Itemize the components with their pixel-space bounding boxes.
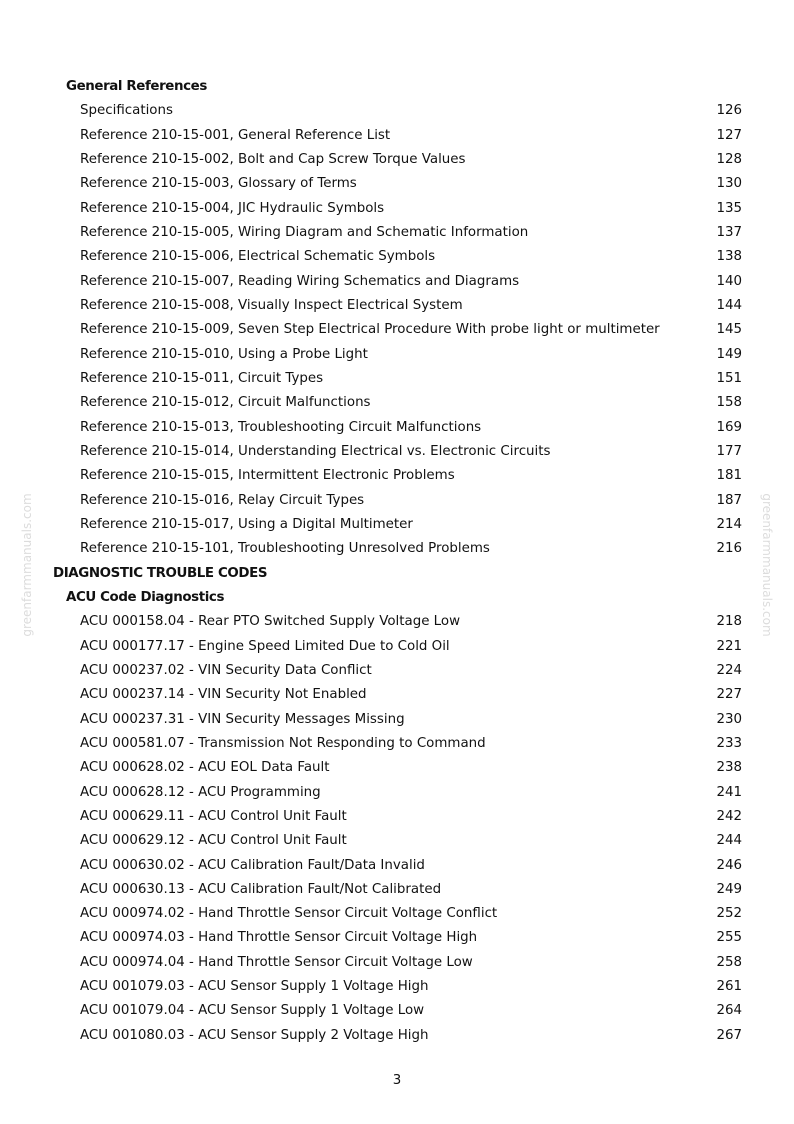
toc-entry-page: 233	[716, 735, 742, 751]
toc-entry-title: ACU Code Diagnostics	[66, 589, 225, 605]
toc-entry-title: DIAGNOSTIC TROUBLE CODES	[53, 565, 268, 581]
toc-entry[interactable]	[0, 367, 794, 391]
toc-entry[interactable]	[0, 951, 794, 975]
toc-entry[interactable]	[0, 270, 794, 294]
toc-entry-title: Reference 210-15-002, Bolt and Cap Screw Torque Values	[80, 151, 466, 167]
toc-heading	[0, 586, 794, 610]
toc-entry[interactable]	[0, 440, 794, 464]
toc-entry-title: Reference 210-15-101, Troubleshooting Unresolved Problems	[80, 541, 490, 557]
toc-entry[interactable]	[0, 854, 794, 878]
toc-entry[interactable]	[0, 975, 794, 999]
toc-entry-title: Reference 210-15-001, General Reference List	[80, 127, 391, 143]
toc-entry[interactable]	[0, 537, 794, 561]
toc-entry[interactable]	[0, 829, 794, 853]
toc-entry-title: Reference 210-15-012, Circuit Malfunctions	[80, 395, 371, 411]
toc-entry-title: Reference 210-15-006, Electrical Schematic Symbols	[80, 249, 436, 265]
toc-entry[interactable]	[0, 635, 794, 659]
toc-entry[interactable]	[0, 197, 794, 221]
toc-entry-page: 249	[716, 881, 742, 897]
toc-entry-page: 127	[716, 127, 742, 143]
toc-entry-title: ACU 000630.13 - ACU Calibration Fault/Not Calibrated	[80, 881, 442, 897]
toc-entry-title: ACU 000974.03 - Hand Throttle Sensor Circuit Voltage High	[80, 930, 478, 946]
toc-entry-title: ACU 000629.11 - ACU Control Unit Fault	[80, 808, 347, 824]
toc-entry-page: 187	[716, 492, 742, 508]
toc-entry-page: 177	[716, 443, 742, 459]
toc-heading	[0, 562, 794, 586]
toc-entry-page: 130	[716, 176, 742, 192]
toc-entry-page: 149	[716, 346, 742, 362]
toc-entry-title: ACU 000581.07 - Transmission Not Responding to Command	[80, 735, 486, 751]
toc-entry[interactable]	[0, 999, 794, 1023]
toc-entry[interactable]	[0, 756, 794, 780]
toc-entry-title: Reference 210-15-003, Glossary of Terms	[80, 176, 357, 192]
toc-entry-title: ACU 000630.02 - ACU Calibration Fault/Data Invalid	[80, 857, 425, 873]
toc-entry-page: 242	[716, 808, 742, 824]
toc-entry-title: General References	[66, 79, 207, 94]
toc-entry-title: Reference 210-15-017, Using a Digital Multimeter	[80, 516, 413, 532]
toc-entry[interactable]	[0, 878, 794, 902]
toc-entry-title: Reference 210-15-011, Circuit Types	[80, 370, 324, 386]
page-number: 3	[392, 1073, 402, 1088]
toc-entry-title: Reference 210-15-009, Seven Step Electrical Procedure With probe light or multimeter	[80, 322, 660, 338]
toc-entry-title: ACU 001079.03 - ACU Sensor Supply 1 Voltage High	[80, 979, 429, 995]
toc-entry-title: ACU 000628.02 - ACU EOL Data Fault	[80, 760, 330, 776]
toc-entry[interactable]	[0, 781, 794, 805]
toc-entry-title: ACU 000974.04 - Hand Throttle Sensor Circuit Voltage Low	[80, 954, 473, 970]
toc-entry-title: Reference 210-15-013, Troubleshooting Circuit Malfunctions	[80, 419, 482, 435]
toc-entry-page: 145	[716, 322, 742, 338]
toc-entry[interactable]	[0, 124, 794, 148]
toc-entry-page: 216	[716, 541, 742, 557]
watermark-right: greenfarmmanuals.com	[760, 493, 774, 637]
toc-entry-title: Reference 210-15-016, Relay Circuit Types	[80, 492, 365, 508]
toc-entry[interactable]	[0, 391, 794, 415]
toc-entry-page: 221	[716, 638, 742, 654]
toc-entry-page: 258	[716, 954, 742, 970]
toc-entry-page: 255	[716, 930, 742, 946]
toc-entry-title: ACU 001079.04 - ACU Sensor Supply 1 Voltage Low	[80, 1003, 425, 1019]
toc-entry[interactable]	[0, 926, 794, 950]
toc-entry-title: ACU 000628.12 - ACU Programming	[80, 784, 321, 800]
toc-entry[interactable]	[0, 464, 794, 488]
toc-entry[interactable]	[0, 489, 794, 513]
toc-entry-page: 261	[716, 979, 742, 995]
toc-entry-page: 230	[716, 711, 742, 727]
toc-entry-title: Reference 210-15-007, Reading Wiring Schematics and Diagrams	[80, 273, 520, 289]
toc-entry-title: ACU 000974.02 - Hand Throttle Sensor Circuit Voltage Conflict	[80, 906, 498, 922]
toc-entry-page: 224	[716, 662, 742, 678]
toc-entry[interactable]	[0, 902, 794, 926]
watermark-left: greenfarmmanuals.com	[20, 493, 34, 637]
toc-entry-title: Reference 210-15-008, Visually Inspect Electrical System	[80, 297, 463, 313]
toc-entry-title: ACU 000177.17 - Engine Speed Limited Due to Cold Oil	[80, 638, 450, 654]
toc-entry-title: ACU 000629.12 - ACU Control Unit Fault	[80, 833, 347, 849]
toc-entry-page: 140	[716, 273, 742, 289]
toc-entry-page: 138	[716, 249, 742, 265]
toc-entry-title: Reference 210-15-014, Understanding Electrical vs. Electronic Circuits	[80, 443, 551, 459]
toc-entry-page: 238	[716, 760, 742, 776]
toc-entry[interactable]	[0, 708, 794, 732]
toc-entry[interactable]	[0, 221, 794, 245]
toc-entry-title: Reference 210-15-015, Intermittent Electronic Problems	[80, 468, 455, 484]
toc-entry-page: 137	[716, 224, 742, 240]
toc-entry-page: 151	[716, 370, 742, 386]
toc-entry-page: 144	[716, 297, 742, 313]
toc-entry-page: 246	[716, 857, 742, 873]
toc-entry[interactable]	[0, 1024, 794, 1048]
toc-entry[interactable]	[0, 805, 794, 829]
toc-entry[interactable]	[0, 148, 794, 172]
table-of-contents	[0, 75, 794, 1048]
toc-entry[interactable]	[0, 683, 794, 707]
toc-entry-page: 158	[716, 395, 742, 411]
toc-entry[interactable]	[0, 610, 794, 634]
toc-entry-page: 252	[716, 906, 742, 922]
toc-entry-page: 214	[716, 516, 742, 532]
toc-entry-title: ACU 000237.31 - VIN Security Messages Missing	[80, 711, 405, 727]
toc-entry-page: 264	[716, 1003, 742, 1019]
toc-entry-page: 135	[716, 200, 742, 216]
toc-entry[interactable]	[0, 318, 794, 342]
toc-entry-title: ACU 001080.03 - ACU Sensor Supply 2 Voltage High	[80, 1027, 429, 1043]
toc-entry-page: 128	[716, 151, 742, 167]
toc-entry-page: 227	[716, 687, 742, 703]
toc-entry[interactable]	[0, 245, 794, 269]
toc-entry-title: Reference 210-15-010, Using a Probe Light	[80, 346, 368, 362]
toc-entry-title: ACU 000237.14 - VIN Security Not Enabled	[80, 687, 367, 703]
toc-entry-title: ACU 000158.04 - Rear PTO Switched Supply Voltage Low	[80, 614, 461, 630]
toc-entry[interactable]	[0, 416, 794, 440]
toc-entry[interactable]	[0, 294, 794, 318]
toc-entry-title: Specifications	[80, 103, 173, 119]
toc-entry-page: 218	[716, 614, 742, 630]
toc-heading	[0, 75, 794, 99]
toc-entry-page: 241	[716, 784, 742, 800]
toc-entry-page: 126	[716, 103, 742, 119]
toc-entry[interactable]	[0, 343, 794, 367]
toc-entry-page: 169	[716, 419, 742, 435]
toc-entry[interactable]	[0, 172, 794, 196]
toc-entry[interactable]	[0, 732, 794, 756]
toc-entry[interactable]	[0, 513, 794, 537]
toc-entry-title: Reference 210-15-005, Wiring Diagram and Schematic Information	[80, 224, 529, 240]
toc-entry-page: 181	[716, 468, 742, 484]
toc-entry-title: ACU 000237.02 - VIN Security Data Conflict	[80, 662, 372, 678]
toc-entry[interactable]	[0, 659, 794, 683]
toc-entry-page: 267	[716, 1027, 742, 1043]
toc-entry[interactable]	[0, 99, 794, 123]
toc-entry-page: 244	[716, 833, 742, 849]
toc-entry-title: Reference 210-15-004, JIC Hydraulic Symbols	[80, 200, 385, 216]
